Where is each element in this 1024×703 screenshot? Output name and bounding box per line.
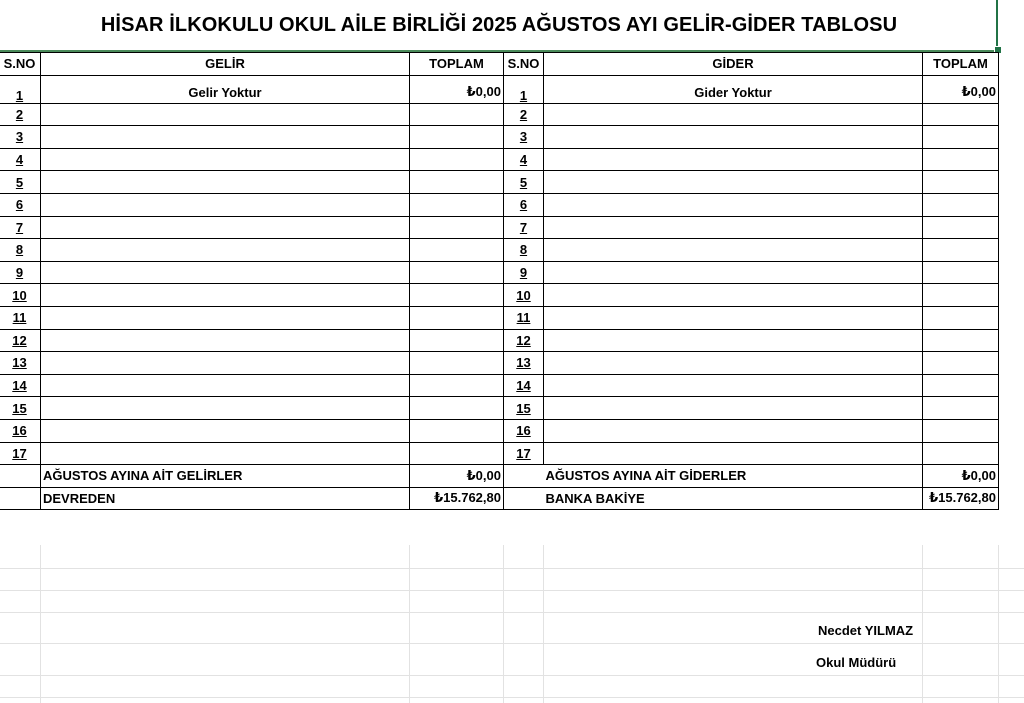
gider-description-cell[interactable] bbox=[544, 126, 923, 149]
gider-amount-cell[interactable] bbox=[923, 284, 999, 307]
gelir-row-number[interactable]: 6 bbox=[0, 193, 41, 216]
gider-row-number[interactable]: 5 bbox=[504, 171, 544, 194]
gelir-row-number[interactable]: 12 bbox=[0, 329, 41, 352]
table-row bbox=[0, 442, 999, 465]
gelir-amount-cell[interactable] bbox=[410, 103, 504, 126]
table-row bbox=[0, 284, 999, 307]
gelir-amount-cell[interactable] bbox=[410, 352, 504, 375]
empty-cell[interactable] bbox=[504, 487, 544, 510]
gider-row-number[interactable]: 15 bbox=[504, 397, 544, 420]
gider-description-cell[interactable] bbox=[544, 397, 923, 420]
gelir-description-cell[interactable] bbox=[41, 374, 410, 397]
table-row bbox=[0, 261, 999, 284]
header-toplam-gider[interactable]: TOPLAM bbox=[923, 53, 999, 76]
gelir-amount-cell[interactable] bbox=[410, 306, 504, 329]
gider-row-number[interactable]: 1 bbox=[504, 75, 544, 103]
header-row bbox=[0, 53, 999, 76]
header-toplam-gelir[interactable]: TOPLAM bbox=[410, 53, 504, 76]
gider-amount-cell[interactable]: ₺0,00 bbox=[923, 75, 999, 103]
gider-amount-cell[interactable] bbox=[923, 239, 999, 262]
gelir-description-cell[interactable] bbox=[41, 284, 410, 307]
gider-description-cell[interactable] bbox=[544, 171, 923, 194]
gelir-row-number[interactable]: 11 bbox=[0, 306, 41, 329]
gider-row-number[interactable]: 4 bbox=[504, 148, 544, 171]
gelir-amount-cell[interactable] bbox=[410, 261, 504, 284]
gider-description-cell[interactable] bbox=[544, 193, 923, 216]
gider-amount-cell[interactable] bbox=[923, 329, 999, 352]
giderler-value[interactable]: ₺0,00 bbox=[923, 465, 999, 488]
header-gelir[interactable]: GELİR bbox=[41, 53, 410, 76]
gider-amount-cell[interactable] bbox=[923, 374, 999, 397]
table-row bbox=[0, 419, 999, 442]
table-row bbox=[0, 306, 999, 329]
gelir-row-number[interactable]: 2 bbox=[0, 103, 41, 126]
empty-cell[interactable] bbox=[504, 465, 544, 488]
gelir-description-cell[interactable] bbox=[41, 329, 410, 352]
devreden-value[interactable]: ₺15.762,80 bbox=[410, 487, 504, 510]
gider-row-number[interactable]: 7 bbox=[504, 216, 544, 239]
gelir-description-cell[interactable] bbox=[41, 216, 410, 239]
gelir-description-cell[interactable] bbox=[41, 397, 410, 420]
gider-description-cell[interactable] bbox=[544, 419, 923, 442]
gider-row-number[interactable]: 17 bbox=[504, 442, 544, 465]
empty-cell[interactable] bbox=[0, 487, 41, 510]
gelir-amount-cell[interactable] bbox=[410, 419, 504, 442]
gider-amount-cell[interactable] bbox=[923, 419, 999, 442]
devreden-label[interactable]: DEVREDEN bbox=[41, 487, 410, 510]
gelir-description-cell[interactable] bbox=[41, 126, 410, 149]
gelir-description-cell[interactable] bbox=[41, 306, 410, 329]
balance-row bbox=[0, 487, 999, 510]
gelir-row-number[interactable]: 3 bbox=[0, 126, 41, 149]
gelir-amount-cell[interactable] bbox=[410, 397, 504, 420]
table-row bbox=[0, 352, 999, 375]
gider-amount-cell[interactable] bbox=[923, 193, 999, 216]
gelir-row-number[interactable]: 8 bbox=[0, 239, 41, 262]
gelir-description-cell[interactable]: Gelir Yoktur bbox=[41, 75, 410, 103]
gider-amount-cell[interactable] bbox=[923, 148, 999, 171]
gelir-row-number[interactable]: 13 bbox=[0, 352, 41, 375]
gider-description-cell[interactable] bbox=[544, 216, 923, 239]
gider-description-cell[interactable] bbox=[544, 374, 923, 397]
gider-description-cell[interactable] bbox=[544, 261, 923, 284]
table-row bbox=[0, 148, 999, 171]
gider-description-cell[interactable] bbox=[544, 284, 923, 307]
gelir-row-number[interactable]: 7 bbox=[0, 216, 41, 239]
gider-amount-cell[interactable] bbox=[923, 306, 999, 329]
signature-name[interactable]: Necdet YILMAZ bbox=[818, 623, 914, 638]
gider-row-number[interactable]: 12 bbox=[504, 329, 544, 352]
table-row bbox=[0, 193, 999, 216]
gelir-row-number[interactable]: 15 bbox=[0, 397, 41, 420]
banka-bakiye-value[interactable]: ₺15.762,80 bbox=[923, 487, 999, 510]
gelir-description-cell[interactable] bbox=[41, 171, 410, 194]
table-row bbox=[0, 216, 999, 239]
table-row bbox=[0, 171, 999, 194]
signature-role[interactable]: Okul Müdürü bbox=[816, 655, 897, 670]
giderler-label[interactable]: AĞUSTOS AYINA AİT GİDERLER bbox=[544, 465, 923, 488]
gelir-row-number[interactable]: 4 bbox=[0, 148, 41, 171]
gider-amount-cell[interactable] bbox=[923, 126, 999, 149]
gider-amount-cell[interactable] bbox=[923, 397, 999, 420]
gelir-description-cell[interactable] bbox=[41, 419, 410, 442]
gider-description-cell[interactable] bbox=[544, 352, 923, 375]
table-row bbox=[0, 374, 999, 397]
gider-amount-cell[interactable] bbox=[923, 352, 999, 375]
table-row bbox=[0, 239, 999, 262]
gelir-row-number[interactable]: 1 bbox=[0, 75, 41, 103]
header-gider[interactable]: GİDER bbox=[544, 53, 923, 76]
gider-row-number[interactable]: 14 bbox=[504, 374, 544, 397]
cell-selection-border bbox=[996, 0, 998, 50]
gider-row-number[interactable]: 3 bbox=[504, 126, 544, 149]
gelir-row-number[interactable]: 5 bbox=[0, 171, 41, 194]
gelir-amount-cell[interactable] bbox=[410, 126, 504, 149]
table-row bbox=[0, 397, 999, 420]
gelir-amount-cell[interactable] bbox=[410, 329, 504, 352]
gelir-amount-cell[interactable] bbox=[410, 193, 504, 216]
gider-amount-cell[interactable] bbox=[923, 171, 999, 194]
gelir-amount-cell[interactable] bbox=[410, 171, 504, 194]
gider-row-number[interactable]: 9 bbox=[504, 261, 544, 284]
gelir-amount-cell[interactable] bbox=[410, 148, 504, 171]
table-row bbox=[0, 75, 999, 103]
gelir-description-cell[interactable] bbox=[41, 239, 410, 262]
gelir-amount-cell[interactable] bbox=[410, 216, 504, 239]
gelir-row-number[interactable]: 17 bbox=[0, 442, 41, 465]
gider-description-cell[interactable] bbox=[544, 329, 923, 352]
gelir-description-cell[interactable] bbox=[41, 148, 410, 171]
gelirler-label[interactable]: AĞUSTOS AYINA AİT GELİRLER bbox=[41, 465, 410, 488]
gider-description-cell[interactable] bbox=[544, 306, 923, 329]
gider-row-number[interactable]: 16 bbox=[504, 419, 544, 442]
empty-cell[interactable] bbox=[0, 465, 41, 488]
header-sno-gider[interactable]: S.NO bbox=[504, 53, 544, 76]
table-row bbox=[0, 329, 999, 352]
header-sno[interactable]: S.NO bbox=[0, 53, 41, 76]
gelir-description-cell[interactable] bbox=[41, 261, 410, 284]
gider-amount-cell[interactable] bbox=[923, 216, 999, 239]
gelir-row-number[interactable]: 14 bbox=[0, 374, 41, 397]
gelir-row-number[interactable]: 10 bbox=[0, 284, 41, 307]
banka-bakiye-label[interactable]: BANKA BAKİYE bbox=[544, 487, 923, 510]
gelir-description-cell[interactable] bbox=[41, 103, 410, 126]
gider-description-cell[interactable] bbox=[544, 442, 923, 465]
gelir-description-cell[interactable] bbox=[41, 352, 410, 375]
gelir-amount-cell[interactable] bbox=[410, 239, 504, 262]
gider-row-number[interactable]: 6 bbox=[504, 193, 544, 216]
table-row bbox=[0, 126, 999, 149]
gider-amount-cell[interactable] bbox=[923, 442, 999, 465]
gelir-description-cell[interactable] bbox=[41, 193, 410, 216]
gider-row-number[interactable]: 2 bbox=[504, 103, 544, 126]
income-expense-table bbox=[0, 52, 999, 510]
gider-description-cell[interactable] bbox=[544, 103, 923, 126]
gider-row-number[interactable]: 11 bbox=[504, 306, 544, 329]
gider-amount-cell[interactable] bbox=[923, 261, 999, 284]
gider-row-number[interactable]: 10 bbox=[504, 284, 544, 307]
table-row bbox=[0, 103, 999, 126]
gelir-row-number[interactable]: 9 bbox=[0, 261, 41, 284]
gider-row-number[interactable]: 8 bbox=[504, 239, 544, 262]
gider-description-cell[interactable]: Gider Yoktur bbox=[544, 75, 923, 103]
gelir-amount-cell[interactable] bbox=[410, 284, 504, 307]
gider-row-number[interactable]: 13 bbox=[504, 352, 544, 375]
gelir-description-cell[interactable] bbox=[41, 442, 410, 465]
sheet-title[interactable]: HİSAR İLKOKULU OKUL AİLE BİRLİĞİ 2025 AĞUSTOS AYI GELİR-GİDER TABLOSU bbox=[100, 13, 898, 36]
gelir-amount-cell[interactable] bbox=[410, 442, 504, 465]
gider-amount-cell[interactable] bbox=[923, 103, 999, 126]
monthly-totals-row bbox=[0, 465, 999, 488]
gider-description-cell[interactable] bbox=[544, 148, 923, 171]
gelir-amount-cell[interactable]: ₺0,00 bbox=[410, 75, 504, 103]
gelirler-value[interactable]: ₺0,00 bbox=[410, 465, 504, 488]
gider-description-cell[interactable] bbox=[544, 239, 923, 262]
gelir-row-number[interactable]: 16 bbox=[0, 419, 41, 442]
gelir-amount-cell[interactable] bbox=[410, 374, 504, 397]
